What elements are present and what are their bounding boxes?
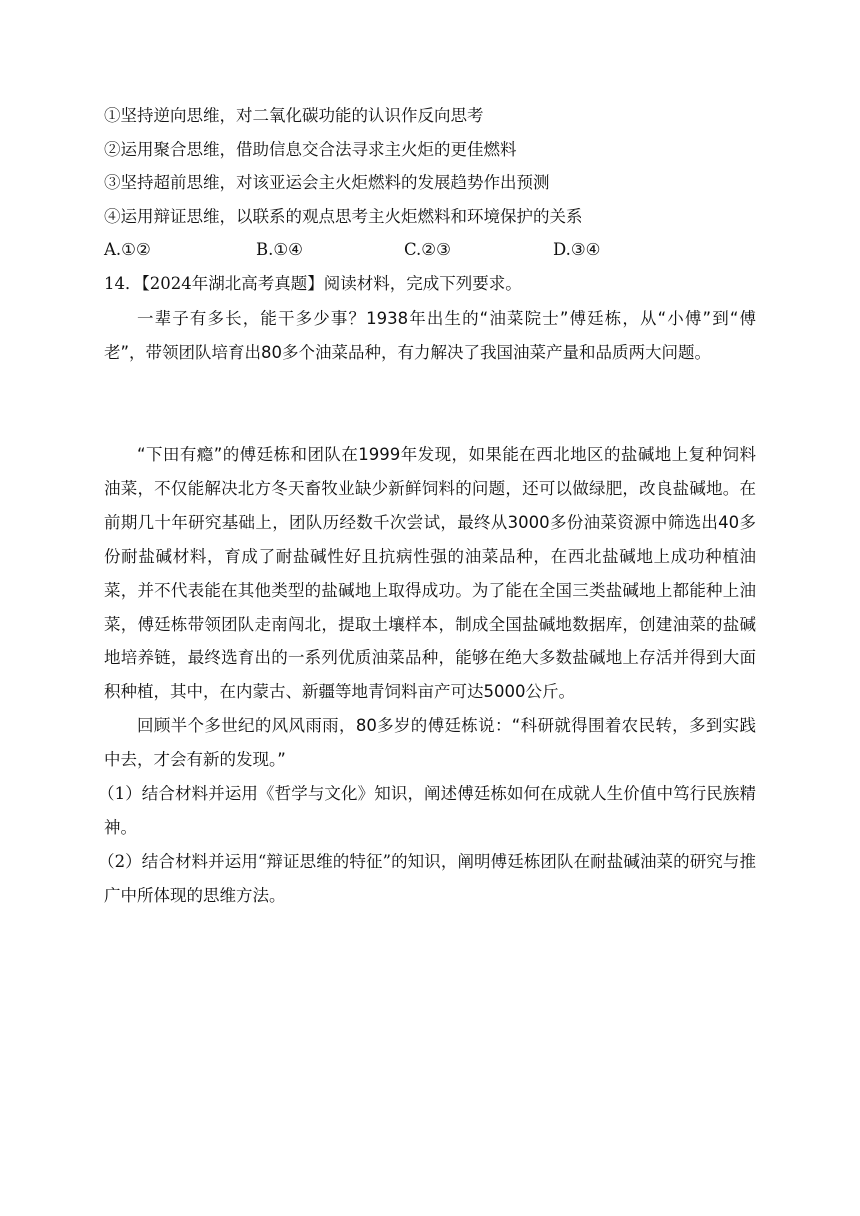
option-c: C.②③ (404, 240, 451, 259)
material-paragraph-3: 回顾半个多世纪的风风雨雨，80多岁的傅廷栋说：“科研就得围着农民转，多到实践中去，才会有新的发现。” (104, 716, 756, 769)
option-b: B.①④ (256, 240, 303, 259)
sub-question-2: （2）结合材料并运用“辩证思维的特征”的知识，阐明傅廷栋团队在耐盐碱油菜的研究与推广中所体现的思维方法。 (98, 852, 756, 905)
answer-options (104, 240, 724, 260)
statement-3: ③坚持超前思维，对该亚运会主火炬燃料的发展趋势作出预测 (104, 173, 550, 192)
material-paragraph-1: 一辈子有多长，能干多少事？1938年出生的“油菜院士”傅廷栋，从“小傅”到“傅老”，带领团队培育出80多个油菜品种，有力解决了我国油菜产量和品质两大问题。 (104, 309, 756, 362)
question-14-header: 14．【2024年湖北高考真题】阅读材料，完成下列要求。 (104, 274, 522, 293)
statement-2: ②运用聚合思维，借助信息交合法寻求主火炬的更佳燃料 (104, 140, 517, 159)
statement-1: ①坚持逆向思维，对二氧化碳功能的认识作反向思考 (104, 106, 484, 125)
sub-question-1: （1）结合材料并运用《哲学与文化》知识，阐述傅廷栋如何在成就人生价值中笃行民族精神。 (98, 784, 756, 837)
option-d: D.③④ (553, 240, 601, 259)
option-a: A.①② (104, 240, 151, 259)
material-paragraph-2: “下田有瘾”的傅廷栋和团队在1999年发现，如果能在西北地区的盐碱地上复种饲料油菜，不仅能解决北方冬天畜牧业缺少新鲜饲料的问题，还可以做绿肥，改良盐碱地。在前期几十年研究基础上，团队历经数千次尝试，最终从3000多份油菜资源中筛选出40多份耐盐碱材料，育成了耐盐碱性好且抗病性强的油菜品种，在西北盐碱地上成功种植油菜，并不代表能在其他类型的盐碱地上取得成功。为了能在全国三类盐碱地上都能种上油菜，傅廷栋带领团队走南闯北，提取土壤样本，制成全国盐碱地数据库，创建油菜的盐碱地培养链，最终选育出的一系列优质油菜品种，能够在绝大多数盐碱地上存活并得到大面积种植，其中，在内蒙古、新疆等地青饲料亩产可达5000公斤。 (104, 445, 756, 702)
statement-4: ④运用辩证思维，以联系的观点思考主火炬燃料和环境保护的关系 (104, 207, 583, 226)
